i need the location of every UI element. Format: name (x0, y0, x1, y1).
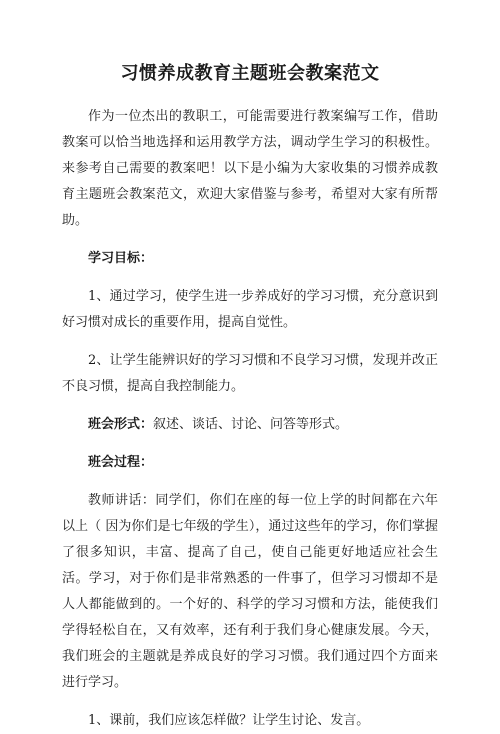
spacer (62, 476, 438, 488)
goals-heading: 学习目标： (88, 251, 154, 266)
goal-1-paragraph: 1、通过学习，使学生进一步养成好的学习习惯，充分意识到好习惯对成长的重要作用，提高自觉性。 (62, 289, 438, 330)
teacher-speech-paragraph: 教师讲话：同学们，你们在座的每一位上学的时间都在六年以上（ 因为你们是七年级的学生），通过这些年的学习，你们掌握了很多知识，丰富、提高了自己，使自己能更好地适应社会生活。学习，对于你们是非常熟悉的一件事了，但学习习惯却不是人人都能做到的。一个好的、科学的学习习惯和方法，能使我们学得轻松自在，又有效率，还有利于我们身心健康发展。今天，我们班会的主题就是养成良好的学习习惯。我们通过四个方面来进行学习。 (62, 493, 438, 690)
goal-2-paragraph: 2、让学生能辨识好的学习习惯和不良学习习惯，发现并改正不良习惯，提高自我控制能力。 (62, 353, 438, 394)
spacer (62, 696, 438, 708)
form-paragraph (62, 412, 438, 438)
spacer (62, 336, 438, 348)
step-1-paragraph: 1、课前，我们应该怎样做？让学生讨论、发言。 (88, 713, 370, 728)
spacer (62, 272, 438, 284)
spacer (62, 234, 438, 246)
intro-paragraph: 作为一位杰出的教职工，可能需要进行教案编写工作，借助教案可以恰当地选择和运用教学方法，调动学生学习的积极性。来参考自己需要的教案吧！以下是小编为大家收集的习惯养成教育主题班会教案范文，欢迎大家借鉴与参考，希望对大家有所帮助。 (62, 109, 438, 228)
process-heading: 班会过程： (88, 455, 154, 470)
form-heading: 班会形式： (88, 417, 154, 432)
form-text: 叙述、谈话、讨论、问答等形式。 (153, 417, 349, 432)
document-title: 习惯养成教育主题班会教案范文 (120, 63, 380, 84)
spacer (62, 438, 438, 450)
spacer (62, 400, 438, 412)
